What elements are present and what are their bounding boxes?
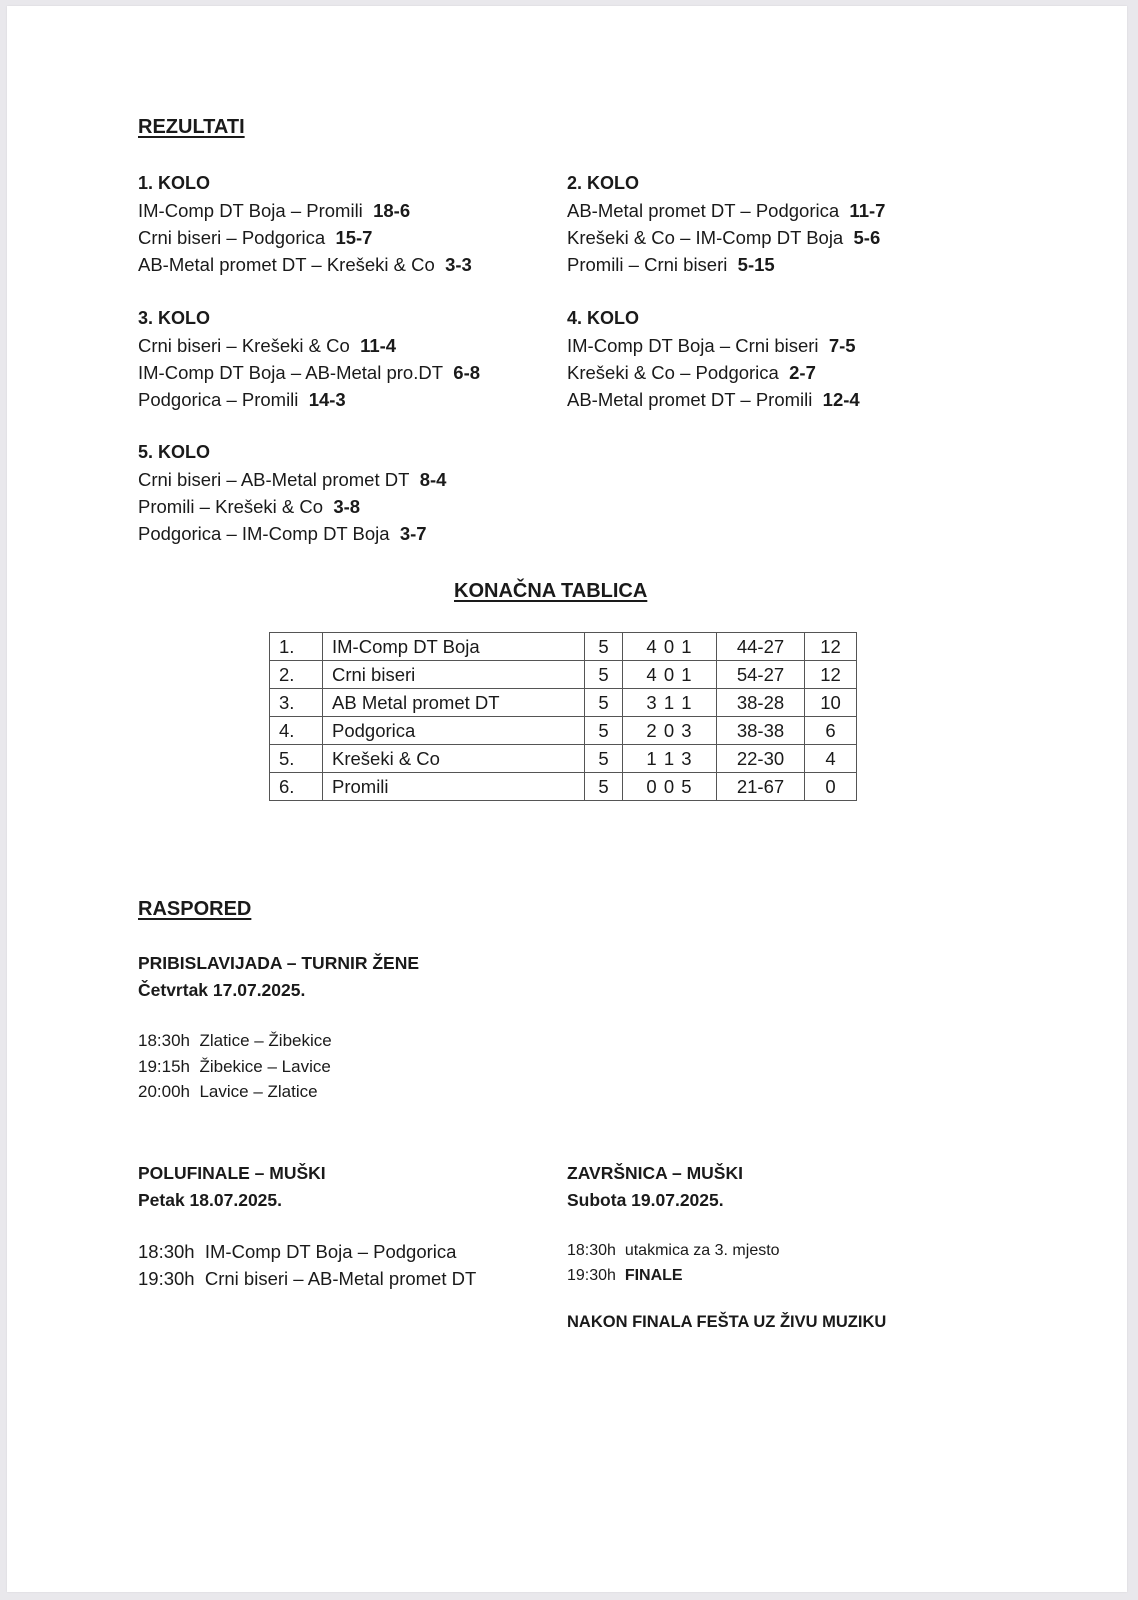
match-score: 5-6: [853, 227, 881, 248]
match-score: 3-3: [445, 254, 472, 275]
match-score: 3-8: [333, 496, 361, 517]
match-score: 7-5: [828, 335, 856, 356]
schedule-game: [138, 1238, 476, 1265]
schedule-heading: RASPORED: [138, 898, 252, 920]
schedule-game: [138, 1028, 419, 1054]
match-result: [567, 332, 860, 359]
played-cell: 5: [585, 773, 623, 801]
game-match: Zlatice – Žibekice: [199, 1031, 332, 1050]
match-score: 12-4: [822, 389, 860, 410]
match-score: 6-8: [453, 362, 481, 383]
schedule-game: [138, 1079, 419, 1105]
match-result: [567, 386, 860, 413]
match-teams: Crni biseri – Krešeki & Co: [138, 335, 350, 356]
rank-cell: 6.: [270, 773, 323, 801]
match-result: [567, 251, 885, 278]
women-date: Četvrtak 17.07.2025.: [138, 980, 306, 1000]
finals-title: ZAVRŠNICA – MUŠKI: [567, 1163, 743, 1183]
rank-cell: 3.: [270, 689, 323, 717]
match-teams: Podgorica – IM-Comp DT Boja: [138, 523, 390, 544]
women-tournament: [138, 950, 419, 1105]
semifinals-date: Petak 18.07.2025.: [138, 1190, 283, 1210]
match-teams: Crni biseri – AB-Metal promet DT: [138, 469, 410, 490]
match-result: [567, 197, 885, 224]
table-row: [270, 773, 857, 801]
match-result: [138, 386, 480, 413]
game-time: 19:15h: [138, 1056, 190, 1076]
game-match: Žibekice – Lavice: [199, 1056, 331, 1076]
results-heading: REZULTATI: [138, 116, 245, 138]
wdl-cell: 4 0 1: [623, 633, 717, 661]
match-result: [567, 359, 860, 386]
wdl-cell: 3 1 1: [623, 689, 717, 717]
team-cell: Crni biseri: [323, 661, 585, 689]
schedule-game: [138, 1265, 476, 1292]
round-label: 3. KOLO: [138, 308, 211, 328]
match-score: 15-7: [335, 227, 373, 248]
match-teams: Promili – Crni biseri: [567, 254, 728, 275]
match-teams: IM-Comp DT Boja – Promili: [138, 200, 363, 221]
rank-cell: 2.: [270, 661, 323, 689]
team-cell: Krešeki & Co: [323, 745, 585, 773]
match-teams: Krešeki & Co – Podgorica: [567, 362, 779, 383]
match-result: [138, 493, 446, 520]
match-score: 5-15: [737, 254, 775, 275]
round-label: 4. KOLO: [567, 308, 640, 328]
finals: [567, 1160, 886, 1332]
round-label: 5. KOLO: [138, 442, 211, 462]
points-cell: 0: [805, 773, 857, 801]
round-4: [567, 305, 860, 413]
document-page: [7, 6, 1127, 1592]
game-time: 19:30h: [567, 1267, 616, 1284]
standings-table: [269, 632, 857, 801]
team-cell: Podgorica: [323, 717, 585, 745]
table-row: [270, 633, 857, 661]
finals-date: Subota 19.07.2025.: [567, 1190, 724, 1210]
score-cell: 54-27: [717, 661, 805, 689]
round-5: [138, 439, 446, 547]
match-result: [138, 251, 472, 278]
semifinals: [138, 1160, 476, 1292]
game-time: 18:30h: [138, 1241, 195, 1262]
table-row: [270, 689, 857, 717]
match-score: 14-3: [308, 389, 346, 410]
wdl-cell: 4 0 1: [623, 661, 717, 689]
wdl-cell: 2 0 3: [623, 717, 717, 745]
match-teams: AB-Metal promet DT – Promili: [567, 389, 813, 410]
points-cell: 6: [805, 717, 857, 745]
round-1: [138, 170, 472, 278]
match-score: 11-7: [849, 200, 886, 221]
points-cell: 12: [805, 661, 857, 689]
schedule-game: [567, 1238, 886, 1263]
round-2: [567, 170, 885, 278]
team-cell: Promili: [323, 773, 585, 801]
match-score: 18-6: [373, 200, 411, 221]
match-teams: AB-Metal promet DT – Krešeki & Co: [138, 254, 435, 275]
match-score: 11-4: [360, 335, 397, 356]
score-cell: 44-27: [717, 633, 805, 661]
game-time: 19:30h: [138, 1268, 195, 1289]
game-time: 18:30h: [138, 1031, 190, 1050]
match-teams: Crni biseri – Podgorica: [138, 227, 326, 248]
score-cell: 22-30: [717, 745, 805, 773]
played-cell: 5: [585, 689, 623, 717]
match-result: [138, 466, 446, 493]
points-cell: 12: [805, 633, 857, 661]
game-time: 18:30h: [567, 1242, 616, 1259]
rank-cell: 5.: [270, 745, 323, 773]
match-teams: IM-Comp DT Boja – Crni biseri: [567, 335, 819, 356]
played-cell: 5: [585, 661, 623, 689]
match-score: 3-7: [399, 523, 427, 544]
wdl-cell: 1 1 3: [623, 745, 717, 773]
team-cell: AB Metal promet DT: [323, 689, 585, 717]
match-score: 2-7: [789, 362, 816, 383]
score-cell: 38-38: [717, 717, 805, 745]
match-teams: IM-Comp DT Boja – AB-Metal pro.DT: [138, 362, 443, 383]
match-result: [138, 332, 480, 359]
team-cell: IM-Comp DT Boja: [323, 633, 585, 661]
standings-heading: KONAČNA TABLICA: [454, 580, 648, 602]
match-result: [567, 224, 885, 251]
match-teams: Podgorica – Promili: [138, 389, 299, 410]
game-match: IM-Comp DT Boja – Podgorica: [204, 1241, 457, 1262]
game-match: Lavice – Zlatice: [199, 1082, 318, 1101]
match-result: [138, 197, 472, 224]
game-match: utakmica za 3. mjesto: [624, 1242, 780, 1259]
game-time: 20:00h: [138, 1082, 190, 1101]
round-label: 2. KOLO: [567, 173, 640, 193]
rank-cell: 4.: [270, 717, 323, 745]
women-title: PRIBISLAVIJADA – TURNIR ŽENE: [138, 953, 419, 973]
played-cell: 5: [585, 633, 623, 661]
wdl-cell: 0 0 5: [623, 773, 717, 801]
match-result: [138, 359, 480, 386]
table-row: [270, 661, 857, 689]
finals-note: NAKON FINALA FEŠTA UZ ŽIVU MUZIKU: [567, 1313, 887, 1331]
table-row: [270, 745, 857, 773]
match-teams: Promili – Krešeki & Co: [138, 496, 324, 517]
points-cell: 4: [805, 745, 857, 773]
points-cell: 10: [805, 689, 857, 717]
schedule-game: [138, 1054, 419, 1080]
game-match: Crni biseri – AB-Metal promet DT: [204, 1268, 477, 1289]
rank-cell: 1.: [270, 633, 323, 661]
semifinals-title: POLUFINALE – MUŠKI: [138, 1163, 326, 1183]
game-match: FINALE: [624, 1267, 683, 1284]
match-result: [138, 224, 472, 251]
match-score: 8-4: [419, 469, 447, 490]
score-cell: 21-67: [717, 773, 805, 801]
schedule-game: [567, 1263, 886, 1288]
played-cell: 5: [585, 717, 623, 745]
match-teams: Krešeki & Co – IM-Comp DT Boja: [567, 227, 844, 248]
round-label: 1. KOLO: [138, 173, 211, 193]
round-3: [138, 305, 480, 413]
score-cell: 38-28: [717, 689, 805, 717]
match-teams: AB-Metal promet DT – Podgorica: [567, 200, 840, 221]
match-result: [138, 520, 446, 547]
played-cell: 5: [585, 745, 623, 773]
table-row: [270, 717, 857, 745]
